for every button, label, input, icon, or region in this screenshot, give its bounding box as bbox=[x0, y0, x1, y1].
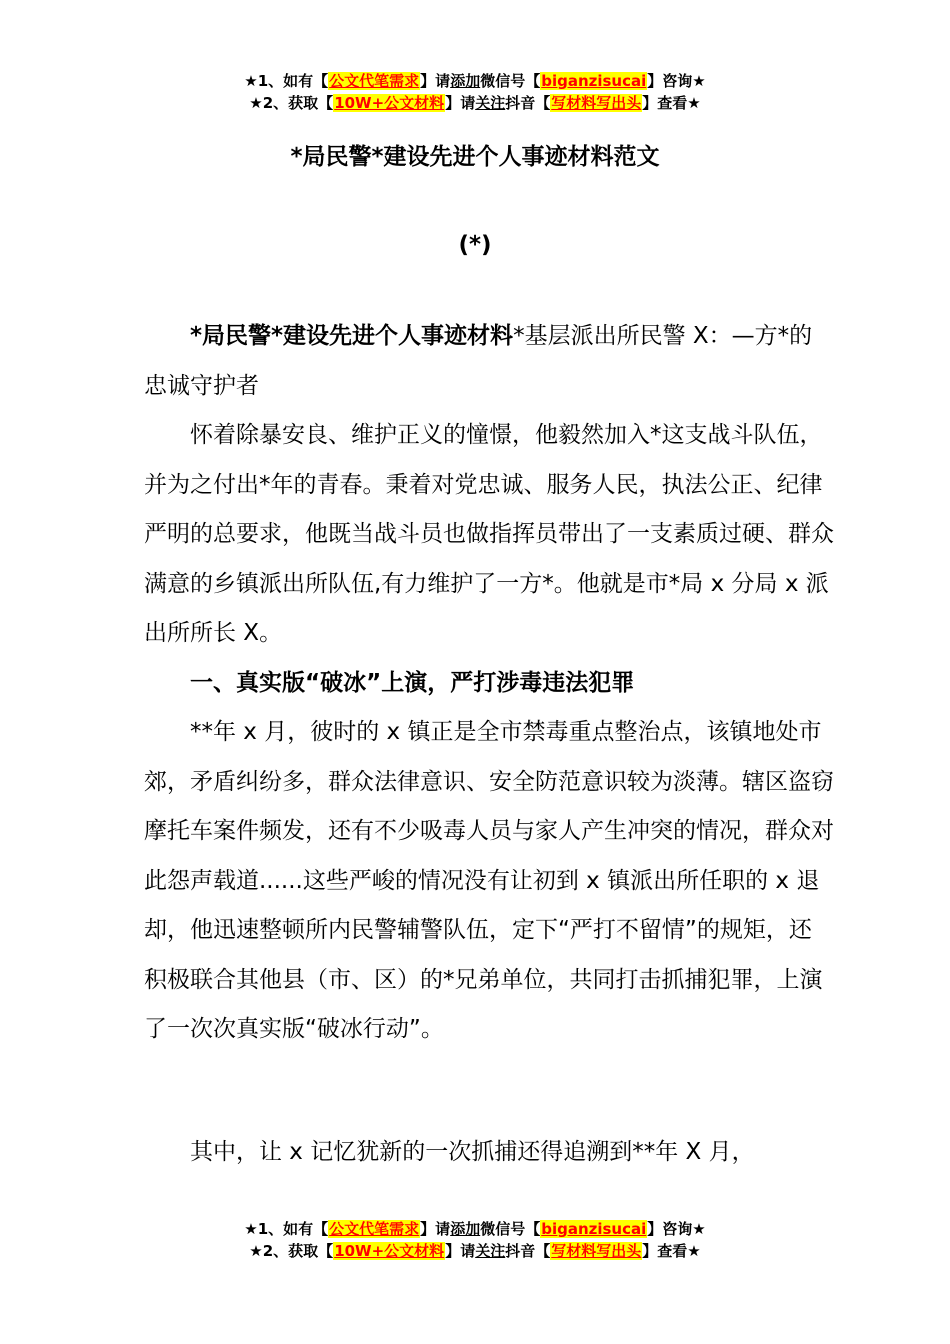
highlight-text: 公文代笔需求 bbox=[329, 1220, 420, 1238]
banner-text: 】请 bbox=[445, 94, 476, 112]
intro-bold: *局民警*建设先进个人事迹材料 bbox=[190, 323, 514, 349]
banner-line-1 bbox=[0, 1218, 950, 1240]
paragraph-2: **年 x 月，彼时的 x 镇正是全市禁毒重点整治点，该镇地处市郊，矛盾纠纷多，群众法律意识、安全防范意识较为淡薄。辖区盗窃摩托车案件频发，还有不少吸毒人员与家人产生冲突的情况，群众对此怨声载道......这些严峻的情况没有让初到 x 镇派出所任职的 x 退却，他迅速整顿所内民警辅警队伍，定下“严打不留情”的规矩，还积极联合其他县（市、区）的*兄弟单位，共同打击抓捕犯罪，上演了一次次真实版“破冰行动”。 bbox=[144, 719, 834, 1042]
banner-text: 】咨询★ bbox=[647, 72, 706, 90]
banner-text: 】咨询★ bbox=[647, 1220, 706, 1238]
banner-line-2 bbox=[0, 1240, 950, 1262]
banner-text: ★1、如有【 bbox=[244, 72, 329, 90]
highlight-text: 10W+公文材料 bbox=[334, 1242, 445, 1260]
banner-text: 】请 bbox=[420, 72, 451, 90]
banner-text: 抖音【 bbox=[505, 94, 551, 112]
underlined-text: 添加 bbox=[450, 72, 481, 90]
footer-banner bbox=[0, 1218, 950, 1262]
header-banner bbox=[0, 70, 950, 114]
document-body-continued bbox=[144, 1128, 834, 1178]
banner-line-2 bbox=[0, 92, 950, 114]
banner-text: ★1、如有【 bbox=[244, 1220, 329, 1238]
banner-text: 】查看★ bbox=[642, 94, 701, 112]
document-title: *局民警*建设先进个人事迹材料范文 bbox=[290, 144, 660, 170]
paragraph-3: 其中，让 x 记忆犹新的一次抓捕还得追溯到**年 X 月， bbox=[190, 1139, 755, 1165]
underlined-text: 添加 bbox=[450, 1220, 481, 1238]
banner-text: 】查看★ bbox=[642, 1242, 701, 1260]
banner-text: 】请 bbox=[420, 1220, 451, 1238]
banner-text: 】请 bbox=[445, 1242, 476, 1260]
banner-text: 微信号【 bbox=[480, 1220, 541, 1238]
document-subtitle: (*) bbox=[458, 232, 492, 258]
underlined-text: 关注 bbox=[475, 94, 506, 112]
document-body bbox=[144, 312, 834, 1055]
highlight-text: 写材料写出头 bbox=[551, 1242, 642, 1260]
underlined-text: 关注 bbox=[475, 1242, 506, 1260]
intro-rest: *基层派出所民警 X：—方*的忠诚守护者 bbox=[144, 323, 813, 399]
intro-paragraph bbox=[144, 312, 834, 411]
banner-text: 抖音【 bbox=[505, 1242, 551, 1260]
highlight-text: biganzisucai bbox=[541, 1220, 647, 1238]
highlight-text: 公文代笔需求 bbox=[329, 72, 420, 90]
banner-text: ★2、获取【 bbox=[249, 1242, 334, 1260]
banner-text: 微信号【 bbox=[480, 72, 541, 90]
highlight-text: biganzisucai bbox=[541, 72, 647, 90]
section-heading-1: 一、真实版“破冰”上演，严打涉毒违法犯罪 bbox=[190, 669, 635, 696]
highlight-text: 10W+公文材料 bbox=[334, 94, 445, 112]
highlight-text: 写材料写出头 bbox=[551, 94, 642, 112]
banner-text: ★2、获取【 bbox=[249, 94, 334, 112]
paragraph-1: 怀着除暴安良、维护正义的憧憬，他毅然加入*这支战斗队伍，并为之付出*年的青春。秉着对党忠诚、服务人民，执法公正、纪律严明的总要求，他既当战斗员也做指挥员带出了一支素质过硬、群众满意的乡镇派出所队伍,有力维护了一方*。他就是市*局 x 分局 x 派出所所长 X。 bbox=[144, 422, 834, 646]
banner-line-1 bbox=[0, 70, 950, 92]
